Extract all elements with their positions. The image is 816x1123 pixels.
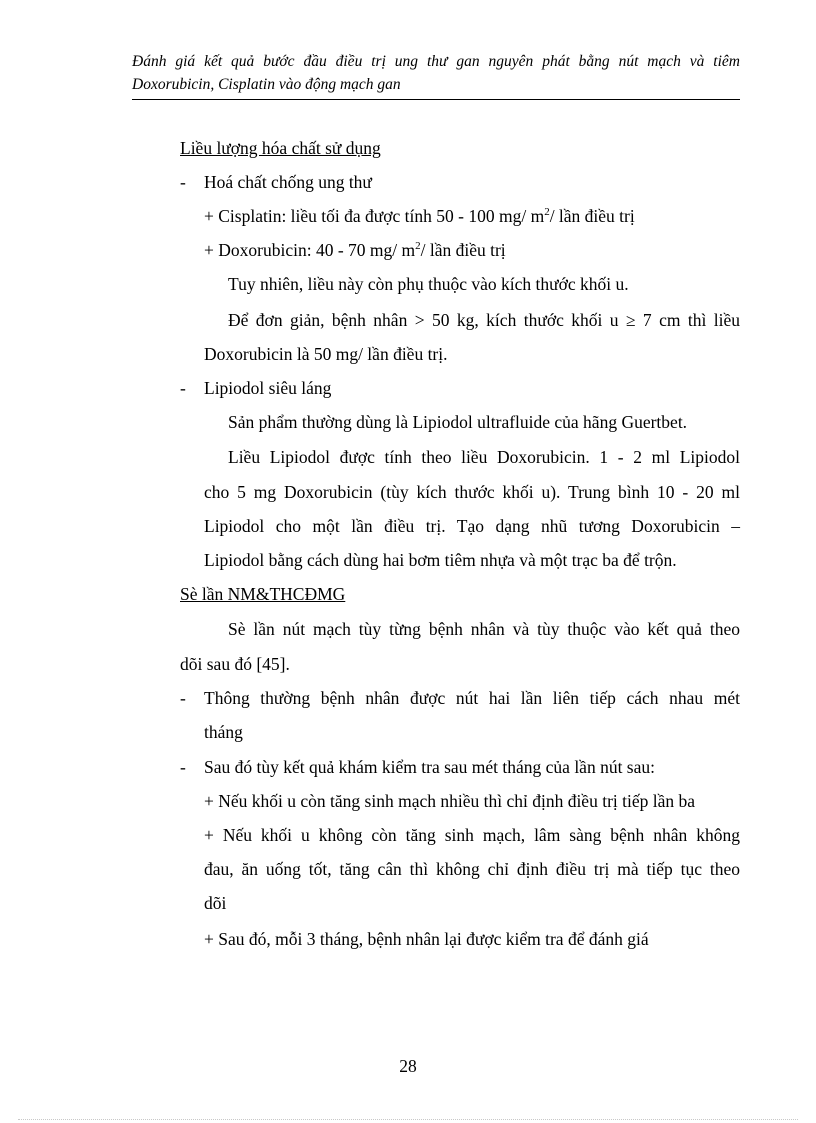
- paragraph-simplify-line2: Doxorubicin là 50 mg/ lần điều trị.: [204, 344, 448, 364]
- sub-item-third-session: + Nếu khối u còn tăng sinh mạch nhiều thì chỉ định điều trị tiếp lần ba: [204, 791, 696, 811]
- header-line-1: Đánh giá kết quả bước đầu điều trị ung thư gan nguyên phát bằng nút mạch và tiêm: [132, 53, 740, 70]
- footer-divider: [18, 1119, 798, 1120]
- sub-item-every-3-months: + Sau đó, mỗi 3 tháng, bệnh nhân lại được kiểm tra để đánh giá: [204, 929, 649, 949]
- paragraph-lipiodol-line1: Liều Lipiodol được tính theo liều Doxorubicin. 1 - 2 ml Lipiodol: [228, 447, 740, 467]
- bullet-dash: -: [180, 757, 186, 777]
- paragraph-lipiodol-line2: cho 5 mg Doxorubicin (tùy kích thước khối u). Trung bình 10 - 20 ml: [204, 482, 740, 502]
- doxorubicin-dose: + Doxorubicin: 40 - 70 mg/ $m^2/$ lần điều trị: [204, 240, 506, 260]
- bullet-dash: -: [180, 172, 186, 192]
- list-item-usual-line1: Thông thường bệnh nhân được nút hai lần liên tiếp cách nhau mét: [204, 688, 740, 708]
- list-item-chemo: Hoá chất chống ung thư: [204, 172, 372, 192]
- list-item-lipiodol: Lipiodol siêu láng: [204, 378, 332, 398]
- paragraph-lipiodol-line3: Lipiodol cho một lần điều trị. Tạo dạng nhũ tương Doxorubicin –: [204, 516, 740, 536]
- paragraph-sessions-line2: dõi sau đó [45].: [180, 654, 290, 674]
- paragraph-product: Sản phẩm thường dùng là Lipiodol ultrafluide của hãng Guertbet.: [228, 412, 688, 432]
- list-item-usual-line2: tháng: [204, 722, 243, 742]
- paragraph-dose-note: Tuy nhiên, liều này còn phụ thuộc vào kích thước khối u.: [228, 274, 629, 294]
- page-number: 28: [399, 1056, 417, 1076]
- section-title-sessions: Sè lần NM&THCĐMG: [180, 584, 346, 604]
- section-title-dosage: Liều lượng hóa chất sử dụng: [180, 138, 381, 158]
- bullet-dash: -: [180, 688, 186, 708]
- paragraph-sessions-line1: Sè lần nút mạch tùy từng bệnh nhân và tùy thuộc vào kết quả theo: [228, 619, 740, 639]
- paragraph-lipiodol-line4: Lipiodol bằng cách dùng hai bơm tiêm nhựa và một trạc ba để trộn.: [204, 550, 677, 570]
- sub-item-followup-line2: đau, ăn uống tốt, tăng cân thì không chỉ định điều trị mà tiếp tục theo: [204, 859, 740, 879]
- sub-item-followup-line3: dõi: [204, 893, 227, 913]
- running-header: [132, 50, 740, 100]
- sub-item-followup-line1: + Nếu khối u không còn tăng sinh mạch, lâm sàng bệnh nhân không: [204, 825, 740, 845]
- bullet-dash: -: [180, 378, 186, 398]
- header-line-2: Doxorubicin, Cisplatin vào động mạch gan: [132, 76, 401, 93]
- list-item-after: Sau đó tùy kết quả khám kiểm tra sau mét tháng của lần nút sau:: [204, 757, 656, 777]
- cisplatin-dose: + Cisplatin: liều tối đa được tính 50 - 100 mg/ $m^2/$ lần điều trị: [204, 206, 635, 226]
- paragraph-simplify-line1: Để đơn giản, bệnh nhân > 50 kg, kích thước khối u ≥ 7 cm thì liều: [228, 310, 740, 330]
